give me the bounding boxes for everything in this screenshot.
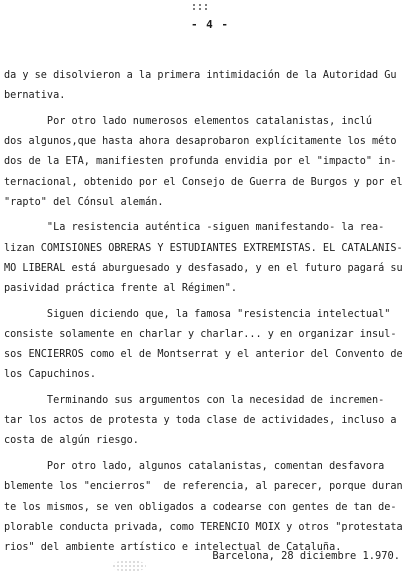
paragraph	[4, 112, 416, 213]
text-line: Por otro lado, algunos catalanistas, comentan desfavora	[4, 461, 385, 473]
ink-smudge	[112, 560, 146, 572]
paragraph	[4, 218, 416, 299]
text-line: ternacional, obtenido por el Consejo de Guerra de Burgos y por el	[4, 176, 403, 188]
text-line: blemente los "encierros" de referencia, al parecer, porque duran	[4, 481, 403, 493]
text-line: "rapto" del Cónsul alemán.	[4, 196, 164, 208]
text-line: Terminando sus argumentos con la necesidad de incremen-	[4, 395, 385, 407]
text-line: sos ENCIERROS como el de Montserrat y el anterior del Convento de	[4, 349, 403, 361]
text-line: plorable conducta privada, como TERENCIO MOIX y otros "protestata	[4, 521, 403, 533]
punch-marks	[193, 4, 207, 10]
text-line: pasividad práctica frente al Régimen".	[4, 283, 238, 295]
text-line: rios" del ambiente artístico e intelectual de Cataluña.	[4, 541, 342, 553]
text-line: costa de algún riesgo.	[4, 435, 139, 447]
text-line: dos algunos,que hasta ahora desaprobaron explícitamente los méto	[4, 136, 397, 148]
paragraph	[4, 66, 416, 106]
text-line: MO LIBERAL está aburguesado y desfasado, y en el futuro pagará su	[4, 262, 403, 274]
document-body	[4, 66, 416, 564]
text-line: lizan COMISIONES OBRERAS Y ESTUDIANTES EXTREMISTAS. EL CATALANIS-	[4, 242, 403, 254]
text-line: Siguen diciendo que, la famosa "resistencia intelectual"	[4, 308, 391, 320]
text-line: dos de la ETA, manifiesten profunda envidia por el "impacto" in-	[4, 156, 397, 168]
page-number: - 4 -	[190, 18, 230, 31]
text-line: tar los actos de protesta y toda clase de actividades, incluso a	[4, 415, 397, 427]
dateline: Barcelona, 28 diciembre 1.970.	[212, 550, 400, 562]
text-line: te los mismos, se ven obligados a codearse con gentes de tan de-	[4, 501, 397, 513]
text-line: consiste solamente en charlar y charlar... y en organizar insul-	[4, 328, 397, 340]
paragraph	[4, 457, 416, 558]
paragraph	[4, 305, 416, 386]
text-line: da y se disolvieron a la primera intimidación de la Autoridad Gu	[4, 70, 397, 81]
text-line: "La resistencia auténtica -siguen manifestando- la rea-	[4, 222, 385, 234]
paragraph	[4, 391, 416, 452]
text-line: bernativa.	[4, 90, 66, 102]
text-line: los Capuchinos.	[4, 369, 97, 381]
text-line: Por otro lado numerosos elementos catalanistas, inclú	[4, 115, 373, 127]
